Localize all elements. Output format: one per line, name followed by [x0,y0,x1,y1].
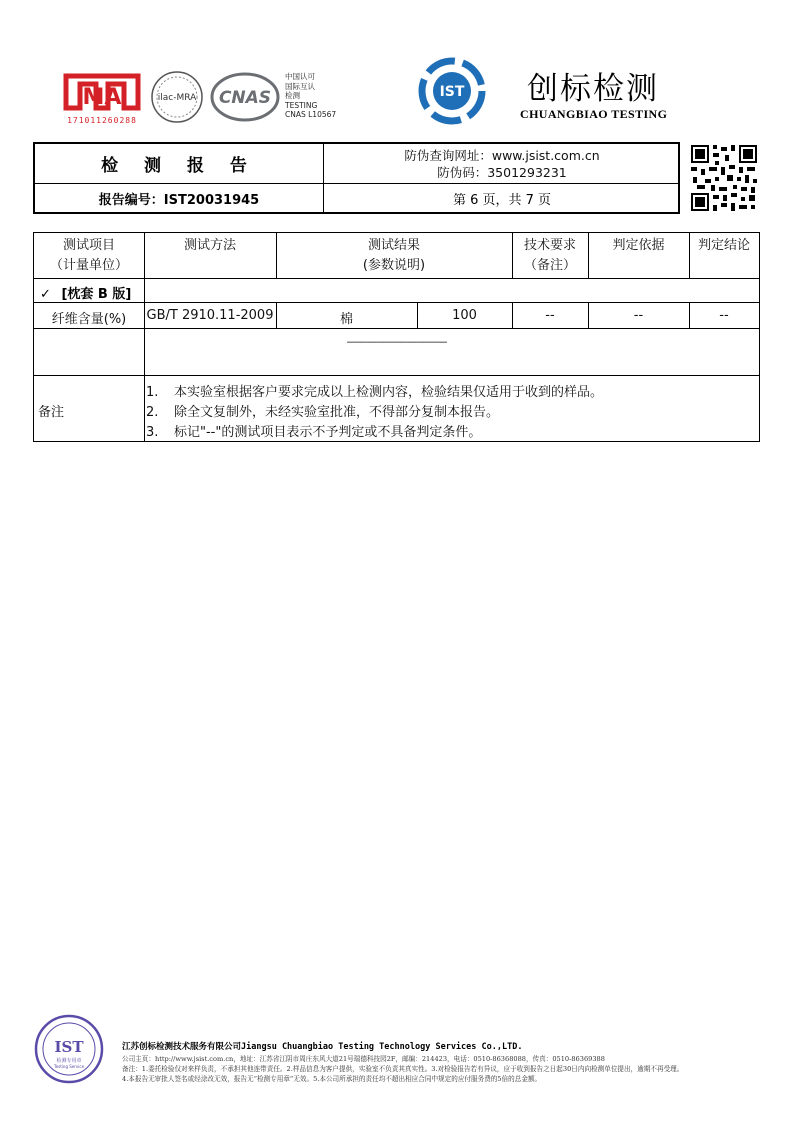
results-table [33,232,760,442]
header-test-result-line2: (参数说明) [362,258,426,273]
cell-item: 纤维含量(%) [51,312,127,327]
seal-text: IST [54,1038,84,1056]
cnas-line: CNAS L10567 [285,110,337,119]
cnas-line: TESTING [285,100,318,110]
row-divider [34,302,759,303]
cma-number: 171011260288 [67,116,137,125]
cnas-line: 国际互认 [285,81,315,91]
footer-remark-line: 4.本报告无审批人签名或经涂改无效，报告无“检测专用章”无效。5.本公司所承担的责任均不超出相应合同中规定的应付服务费的5倍的总金额。 [122,1075,542,1083]
report-title: 检 测 报 告 [35,144,324,184]
qr-code-icon [689,143,759,213]
seal-en: Testing Service [53,1064,85,1069]
note-number: 2. [146,405,159,420]
note-item [146,381,603,400]
note-text: 除全文复制外，未经实验室批准，不得部分复制本报告。 [174,405,500,420]
cma-logo [60,68,144,126]
note-number: 3. [146,425,159,440]
cnas-label: CNAS [218,88,272,108]
ist-logo-text: IST [439,84,465,100]
ilac-label: ilac-MRA [157,93,197,103]
ist-logo [418,57,486,125]
header-requirement-line2: （备注） [523,258,576,273]
verify-code: 防伪码：3501293231 [437,165,567,180]
note-text: 本实验室根据客户要求完成以上检测内容，检验结果仅适用于收到的样品。 [174,385,604,400]
note-number: 1. [146,385,159,400]
cnas-accreditation-text [285,72,336,120]
header-conclusion: 判定结论 [697,238,750,253]
company-seal-icon [34,1014,104,1084]
header-test-method: 测试方法 [183,238,236,253]
header-requirement-line1: 技术要求 [523,238,576,253]
cell-value: 100 [452,308,477,323]
row-divider [34,328,759,329]
cma-mark: MA [82,85,122,110]
note-text: 标记"--"的测试项目表示不予判定或不具备判定条件。 [174,425,482,440]
row-divider [34,278,759,279]
header-test-item-line2: （计量单位） [49,258,128,273]
cell-method: GB/T 2910.11-2009 [146,308,274,323]
header-basis: 判定依据 [612,238,665,253]
notes-label: 备注 [38,405,65,420]
seal-sub: 检测专用章 [56,1058,82,1064]
cnas-line: 中国认可 [285,72,315,81]
section-heading [40,283,131,302]
report-number: 报告编号：IST20031945 [35,184,324,212]
cell-requirement: -- [545,308,555,323]
note-item [146,401,499,420]
check-icon: ✓ [40,287,51,302]
row-divider [34,375,759,376]
footer-remark-line: 备注：1.委托检验仅对来样负责，不承担其他连带责任。2.样品信息为客户提供，实验室不负责其真实性。3.对检验报告若有异议，应于收到报告之日起30日内向检测单位提出，逾期不再受理。 [122,1065,684,1073]
verification-info [324,144,680,184]
section-title: [枕套 B 版] [61,287,132,302]
header-requirement [512,236,588,276]
end-of-results-line: —————————— [346,335,447,348]
header-test-result-line1: 测试结果 [367,238,420,253]
report-header-table [33,142,680,214]
verify-url: 防伪查询网址：www.jsist.com.cn [404,148,600,163]
header-test-item [34,236,144,276]
brand-name-cn: 创标检测 [527,71,659,107]
note-item [146,421,481,440]
header-test-result [276,236,512,276]
ilac-mra-logo [150,70,204,124]
footer-company-name: 江苏创标检测技术服务有限公司Jiangsu Chuangbiao Testing Technology Services Co.,LTD. [122,1042,523,1052]
header-test-item-line1: 测试项目 [62,238,115,253]
brand-name-en: CHUANGBIAO TESTING [520,107,668,121]
footer-contact-line: 公司主页：http://www.jsist.com.cn，地址：江苏省江阴市周庄东风大道21号瑞德科技园2F，邮编：214423，电话：0510-86368088，传真：0510-86369388 [122,1055,605,1063]
cell-param: 棉 [339,312,353,327]
cell-conclusion: -- [719,308,729,323]
cnas-line: 检测 [285,91,300,100]
cell-basis: -- [633,308,644,323]
page-info: 第 6 页，共 7 页 [452,192,552,208]
cnas-logo [210,72,280,122]
